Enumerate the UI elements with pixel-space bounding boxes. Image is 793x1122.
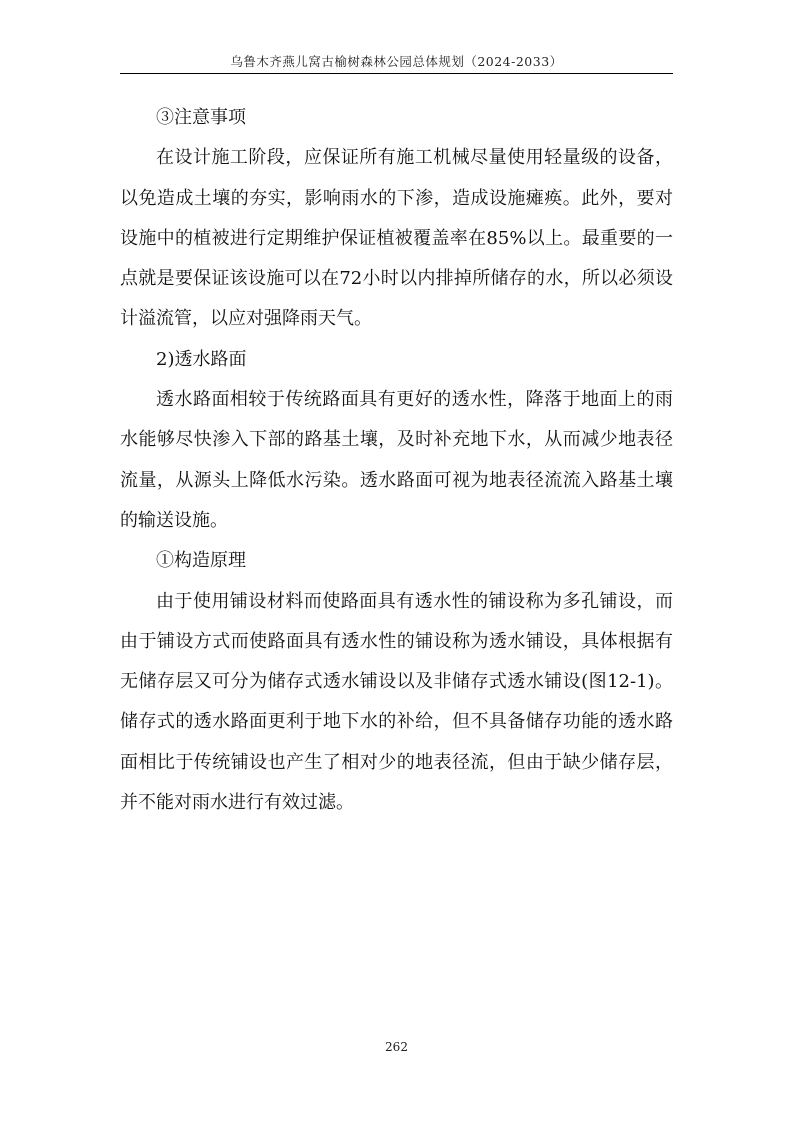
heading-construction-principle: ①构造原理 — [156, 550, 246, 572]
paragraph-precautions: 在设计施工阶段，应保证所有施工机械尽量使用轻量级的设备，以免造成土壤的夯实，影响雨水的下渗，造成设施瘫痪。此外，要对设施中的植被进行定期维护保证植被覆盖率在85%以上。最重要的一点就是要保证该设施可以在72小时以内排掉所储存的水，所以必须设计溢流管，以应对强降雨天气。 — [120, 147, 673, 330]
running-header: 乌鲁木齐燕儿窝古榆树森林公园总体规划（2024-2033） — [230, 54, 563, 69]
heading-permeable-pavement: 2)透水路面 — [156, 348, 247, 370]
page-number: 262 — [385, 1040, 408, 1054]
page-body — [120, 98, 673, 823]
heading-precautions: ③注意事项 — [156, 107, 246, 128]
paragraph-construction-principle: 由于使用铺设材料而使路面具有透水性的铺设称为多孔铺设，而由于铺设方式而使路面具有透水性的铺设称为透水铺设，具体根据有无储存层又可分为储存式透水铺设以及非储存式透水铺设(图12-1)。储存式的透水路面更利于地下水的补给，但不具备储存功能的透水路面相比于传统铺设也产生了相对少的地表径流，但由于缺少储存层，并不能对雨水进行有效过滤。 — [120, 590, 673, 814]
header-rule — [120, 73, 673, 74]
paragraph-permeable-pavement: 透水路面相较于传统路面具有更好的透水性，降落于地面上的雨水能够尽快渗入下部的路基土壤，及时补充地下水，从而减少地表径流量，从源头上降低水污染。透水路面可视为地表径流流入路基土壤的输送设施。 — [120, 389, 673, 531]
